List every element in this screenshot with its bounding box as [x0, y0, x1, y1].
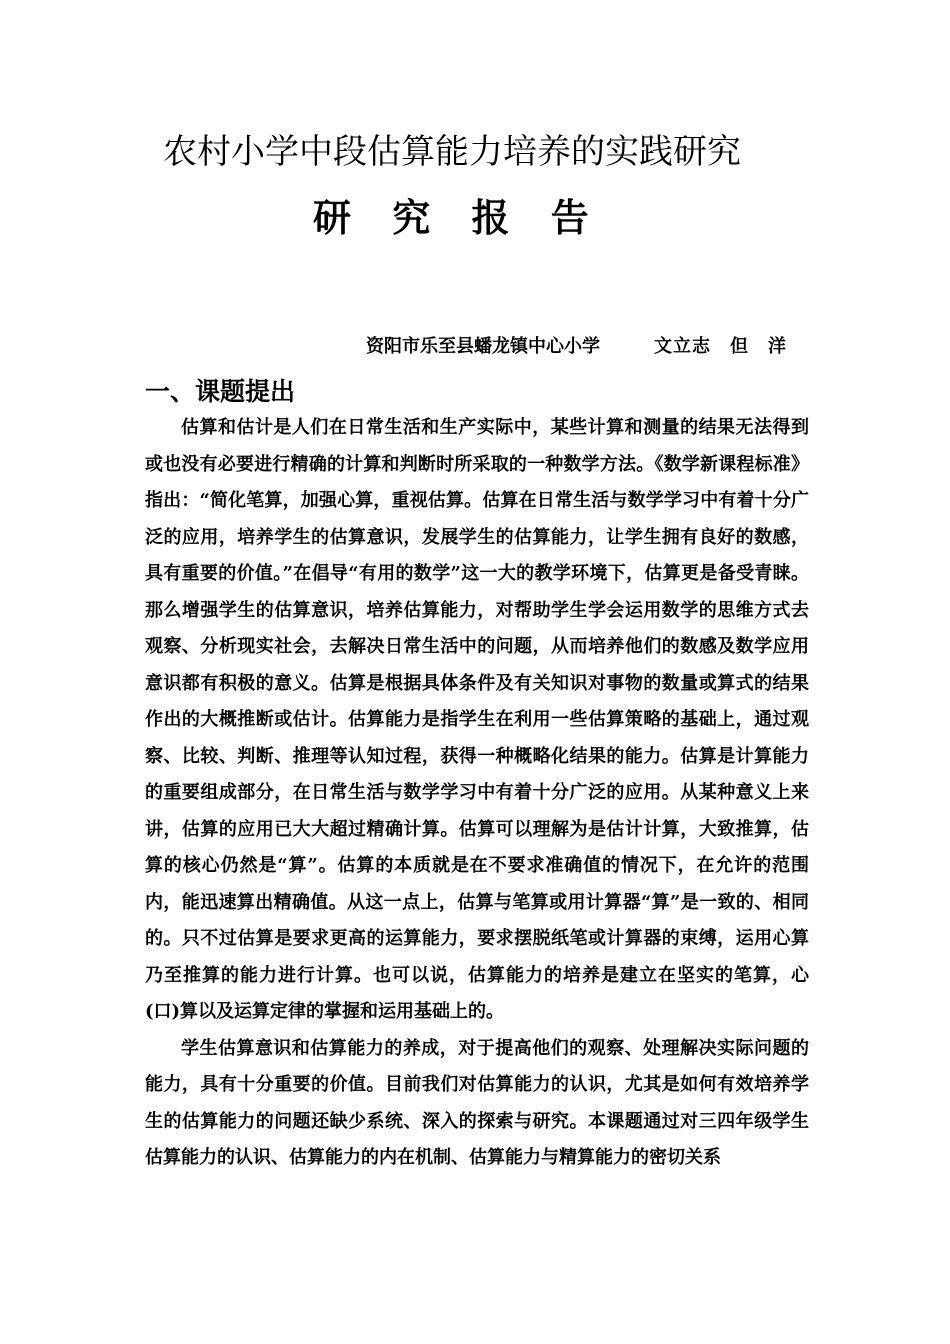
section-body	[145, 410, 809, 1177]
paragraph-2: 学生估算意识和估算能力的养成，对于提高他们的观察、处理解决实际问题的能力，具有十分重要的价值。目前我们对估算能力的认识，尤其是如何有效培养学生的估算能力的问题还缺少系统、深入的探索与研究。本课题通过对三四年级学生估算能力的认识、估算能力的内在机制、估算能力与精算能力的密切关系	[145, 1037, 809, 1168]
document-subtitle: 研 究 报 告	[313, 196, 603, 240]
section-heading: 一、课题提出	[145, 377, 296, 406]
byline	[366, 333, 826, 361]
paragraph-1: 估算和估计是人们在日常生活和生产实际中，某些计算和测量的结果无法得到或也没有必要进行精确的计算和判断时所采取的一种数学方法。《数学新课程标准》指出：“简化笔算，加强心算，重视估算。估算在日常生活与数学学习中有着十分广泛的应用，培养学生的估算意识，发展学生的估算能力，让学生拥有良好的数感，具有重要的价值。”在倡导“有用的数学”这一大的教学环境下，估算更是备受青睐。那么增强学生的估算意识，培养估算能力，对帮助学生学会运用数学的思维方式去观察、分析现实社会，去解决日常生活中的问题，从而培养他们的数感及数学应用意识都有积极的意义。估算是根据具体条件及有关知识对事物的数量或算式的结果作出的大概推断或估计。估算能力是指学生在利用一些估算策略的基础上，通过观察、比较、判断、推理等认知过程，获得一种概略化结果的能力。估算是计算能力的重要组成部分，在日常生活与数学学习中有着十分广泛的应用。从某种意义上来讲，估算的应用已大大超过精确计算。估算可以理解为是估计计算，大致推算，估算的核心仍然是“算”。估算的本质就是在不要求准确值的情况下，在允许的范围内，能迅速算出精确值。从这一点上，估算与笔算或用计算器“算”是一致的、相同的。只不过估算是要求更高的运算能力，要求摆脱纸笔或计算器的束缚，运用心算乃至推算的能力进行计算。也可以说，估算能力的培养是建立在坚实的笔算，心(口)算以及运算定律的掌握和运用基础上的。	[145, 417, 809, 1022]
document-title: 农村小学中段估算能力培养的实践研究	[163, 132, 741, 172]
authors: 文立志 但 洋	[654, 336, 787, 357]
affiliation: 资阳市乐至县蟠龙镇中心小学	[366, 336, 600, 357]
